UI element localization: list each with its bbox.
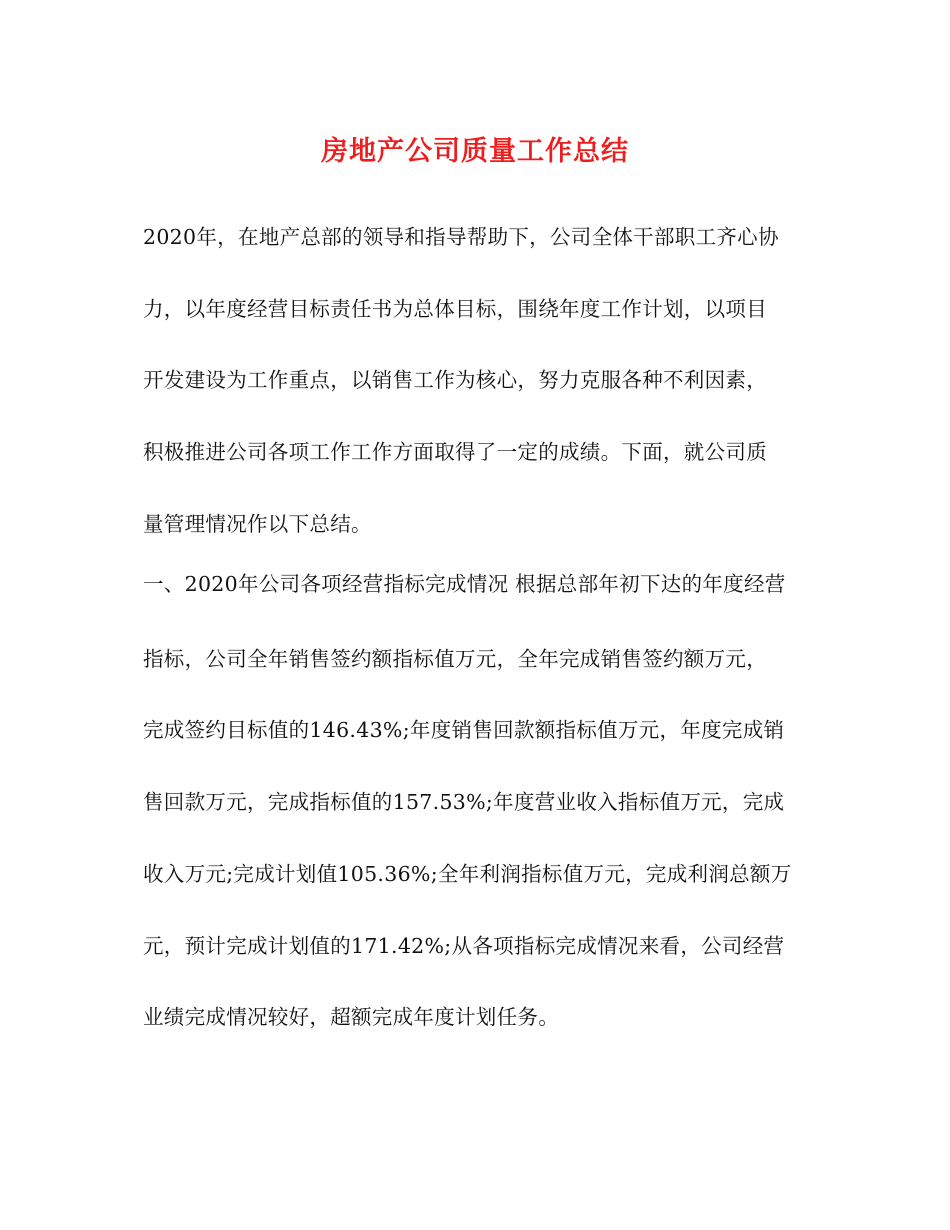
paragraph-2-line-2: 指标，公司全年销售签约额指标值万元，全年完成销售签约额万元， — [143, 647, 767, 671]
paragraph-2-line-3: 完成签约目标值的146.43%;年度销售回款额指标值万元，年度完成销 — [143, 718, 785, 742]
paragraph-1-line-5: 量管理情况作以下总结。 — [143, 512, 372, 536]
paragraph-1-line-2: 力，以年度经营目标责任书为总体目标，围绕年度工作计划，以项目 — [143, 297, 767, 321]
paragraph-1-line-1: 2020年，在地产总部的领导和指导帮助下，公司全体干部职工齐心协 — [143, 225, 779, 249]
paragraph-2-line-4: 售回款万元，完成指标值的157.53%;年度营业收入指标值万元，完成 — [143, 790, 785, 814]
paragraph-1-line-3: 开发建设为工作重点，以销售工作为核心，努力克服各种不利因素， — [143, 368, 767, 392]
paragraph-2-line-5: 收入万元;完成计划值105.36%;全年利润指标值万元，完成利润总额万 — [143, 862, 792, 886]
document-title: 房地产公司质量工作总结 — [321, 136, 629, 167]
paragraph-2-line-7: 业绩完成情况较好，超额完成年度计划任务。 — [143, 1005, 559, 1029]
paragraph-2-line-6: 元，预计完成计划值的171.42%;从各项指标完成情况来看，公司经营 — [143, 934, 785, 958]
paragraph-1-line-4: 积极推进公司各项工作工作方面取得了一定的成绩。下面，就公司质 — [143, 440, 767, 464]
paragraph-2-line-1: 一、2020年公司各项经营指标完成情况 根据总部年初下达的年度经营 — [143, 572, 786, 596]
